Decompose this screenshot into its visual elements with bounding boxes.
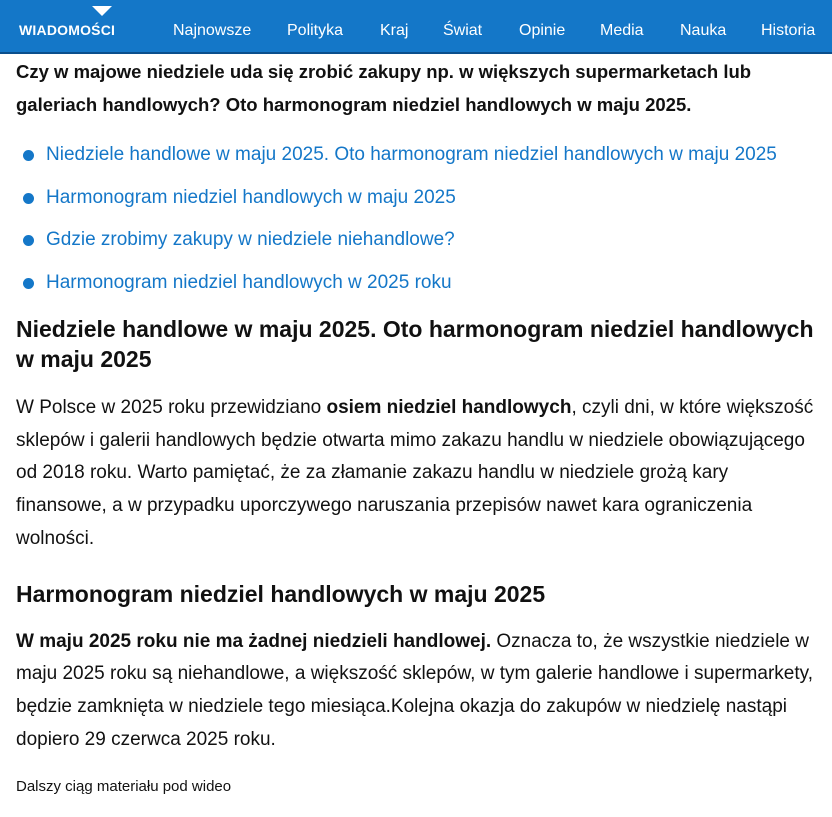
table-of-contents	[16, 134, 820, 304]
nav-item-swiat[interactable]: Świat	[443, 22, 483, 39]
toc-link-harmonogram-maj[interactable]: Harmonogram niedziel handlowych w maju 2025	[46, 186, 456, 208]
toc-link-gdzie-zakupy[interactable]: Gdzie zrobimy zakupy w niedziele niehandlowe?	[46, 229, 455, 250]
nav-item-najnowsze[interactable]: Najnowsze	[173, 22, 252, 39]
section-heading-harmonogram-maj: Harmonogram niedziel handlowych w maju 2025	[16, 580, 546, 607]
nav-item-nauka[interactable]: Nauka	[680, 22, 727, 39]
video-note: Dalszy ciąg materiału pod wideo	[16, 778, 232, 796]
paragraph-bold-text: osiem niedziel handlowych	[326, 397, 572, 418]
article-lead: Czy w majowe niedziele uda się zrobić zakupy np. w większych supermarketach lub galeriach handlowych? Oto harmonogram niedziel handlowych w maju 2025.	[16, 61, 752, 115]
toc-item	[16, 177, 820, 220]
bullet-icon	[23, 193, 34, 204]
section-paragraph-niedziele-handlowe	[16, 392, 820, 556]
nav-item-media[interactable]: Media	[600, 22, 644, 39]
toc-link-niedziele-handlowe-maj[interactable]: Niedziele handlowe w maju 2025. Oto harmonogram niedziel handlowych w maju 2025	[46, 144, 777, 165]
bullet-icon	[23, 235, 34, 246]
brand-logo-link[interactable]: WIADOMOŚCI	[19, 22, 116, 38]
bullet-icon	[23, 150, 34, 161]
nav-item-historia[interactable]: Historia	[761, 22, 816, 39]
nav-item-polityka[interactable]: Polityka	[287, 22, 344, 39]
toc-item	[16, 134, 820, 177]
paragraph-text: W Polsce w 2025 roku przewidziano	[16, 397, 327, 418]
nav-item-kraj[interactable]: Kraj	[380, 22, 409, 39]
active-indicator-notch	[92, 6, 112, 16]
section-heading-niedziele-handlowe: Niedziele handlowe w maju 2025. Oto harmonogram niedziel handlowych w maju 2025	[16, 316, 814, 372]
toc-item	[16, 262, 820, 305]
toc-link-harmonogram-2025[interactable]: Harmonogram niedziel handlowych w 2025 roku	[46, 271, 452, 293]
paragraph-bold-text: W maju 2025 roku nie ma żadnej niedzieli handlowej.	[16, 630, 492, 652]
section-paragraph-harmonogram-maj	[16, 626, 820, 757]
article-content	[16, 55, 820, 797]
toc-item	[16, 219, 820, 262]
top-navigation-bar	[0, 0, 832, 54]
nav-item-opinie[interactable]: Opinie	[519, 22, 566, 39]
bullet-icon	[23, 278, 34, 289]
paragraph-text: , czyli dni, w które większość sklepów i galerii handlowych będzie otwarta mimo zakazu handlu w niedziele obowiązującego od 2018 roku. Warto pamiętać, że za złamanie zakazu handlu w niedziele grożą kary finansowe, a w przypadku uporczywego naruszania przepisów nawet kara ograniczenia wolności.	[16, 397, 814, 549]
paragraph-text: Oznacza to, że wszystkie niedziele w maju 2025 roku są niehandlowe, a większość sklepów, w tym galerie handlowe i supermarkety, będzie zamknięta w niedziele tego miesiąca.Kolejna okazja do zakupów w niedzielę nastąpi dopiero 29 czerwca 2025 roku.	[16, 630, 813, 750]
